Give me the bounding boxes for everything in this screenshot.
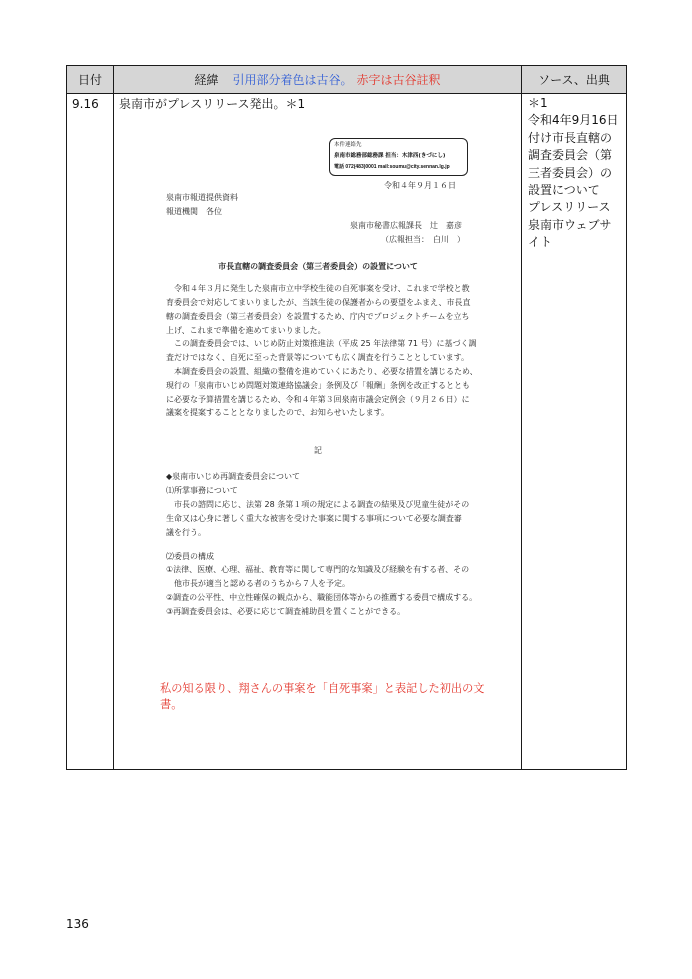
header-narrative	[114, 66, 521, 93]
press-ki-mark: 記	[314, 446, 322, 455]
table-border-top	[66, 65, 627, 66]
press-members-line: ③再調査委員会は、必要に応じて調査補助員を置くことができる。	[166, 607, 406, 616]
header-source-label: ソース、出典	[538, 72, 610, 87]
annotation-line: 私の知る限り、翔さんの事案を「自死事案」と表記した初出の文	[160, 682, 485, 695]
source-text	[528, 95, 619, 252]
press-pr-contact: （広報担当： 白川 ）	[381, 235, 465, 244]
header-date-label: 日付	[77, 72, 102, 87]
contact-phone-mail: 電話 072(483)0001 mail:soumu@city.sennan.lg.jp	[334, 164, 450, 170]
contact-heading: 本件連絡先	[334, 142, 362, 148]
table-border-bottom	[66, 769, 627, 770]
press-body-line: 現行の「泉南市いじめ問題対策連絡協議会」条例及び「報酬」条例を改正するととも	[166, 381, 470, 390]
press-body-line: 令和４年３月に発生した泉南市立中学校生徒の自死事案を受け、これまで学校と教	[174, 284, 470, 293]
press-title: 市長直轄の調査委員会（第三者委員会）の設置について	[218, 262, 418, 271]
column-divider-date	[113, 65, 114, 770]
entry-date: 9.16	[72, 97, 99, 111]
press-release-image	[114, 94, 521, 654]
author-annotation	[160, 681, 484, 713]
press-contact-box	[329, 138, 468, 176]
press-body-line: 轄の調査委員会（第三者委員会）を設置するため、庁内でプロジェクトチームを立ち	[166, 312, 470, 321]
press-body-line: 議案を提案することとなりましたので、お知らせいたします。	[166, 408, 389, 417]
press-section-heading: ◆泉南市いじめ再調査委員会について	[166, 472, 300, 481]
chronology-table	[66, 65, 627, 770]
entry-summary: 泉南市がプレスリリース発出。＊1	[119, 97, 306, 111]
header-date	[67, 66, 113, 93]
page-number: 136	[66, 917, 89, 931]
table-border-left	[66, 65, 67, 770]
press-duties-line: 生命又は心身に著しく重大な被害を受けた事案に関する事項について必要な調査審	[166, 514, 462, 523]
row-source-cell	[522, 94, 626, 769]
source-line: 三者委員会）の	[528, 165, 613, 180]
source-line: 令和4年9月16日	[528, 113, 619, 128]
source-line: ＊1	[528, 96, 548, 110]
source-line: 調査委員会（第	[528, 148, 613, 163]
row-narrative-cell	[114, 94, 521, 769]
header-quote-color-note: 引用部分着色は古谷。	[232, 72, 353, 87]
header-divider	[66, 93, 627, 94]
source-line: 泉南市ウェブサ	[528, 217, 612, 232]
press-body-line: 本調査委員会の設置、組織の整備を進めていくにあたり、必要な措置を講じるため、	[174, 367, 478, 376]
press-addressee: 報道機関 各位	[166, 207, 222, 216]
press-members-line: ①法律、医療、心理、福祉、教育等に関して専門的な知識及び経験を有する者、その	[166, 565, 470, 574]
press-body-line: 上げ、これまで準備を進めてまいりました。	[166, 326, 326, 335]
table-border-right	[626, 65, 627, 770]
press-document-type: 泉南市報道提供資料	[166, 193, 238, 202]
press-body-line: 査だけではなく、自死に至った背景等についても広く調査を行うこととしています。	[166, 353, 470, 362]
row-date-cell	[67, 94, 113, 769]
press-duties-line: 市長の諮問に応じ、法第 28 条第１項の規定による調査の結果及び児童生徒がその	[174, 500, 470, 509]
source-line: 設置について	[528, 183, 600, 198]
press-members-heading: ⑵委員の構成	[166, 552, 214, 561]
header-annotation-color-note: 赤字は古谷註釈	[356, 72, 441, 87]
column-divider-source	[521, 65, 522, 770]
header-source	[522, 66, 626, 93]
source-line: イト	[528, 235, 553, 250]
source-line: プレスリリース	[528, 200, 611, 215]
press-body-line: に必要な予算措置を講じるため、令和４年第３回泉南市議会定例会（９月２６日）に	[166, 395, 470, 404]
press-issue-date: 令和４年９月１６日	[384, 181, 456, 190]
press-body-line: この調査委員会では、いじめ防止対策推進法（平成 25 年法律第 71 号）に基づく調	[174, 339, 477, 348]
header-narrative-label: 経緯	[194, 72, 219, 87]
annotation-line: 書。	[160, 698, 183, 711]
press-duties-line: 議を行う。	[166, 528, 206, 537]
press-members-line: 他市長が適当と認める者のうちから７人を予定。	[174, 579, 350, 588]
press-duties-heading: ⑴所掌事務について	[166, 486, 238, 495]
press-body-line: 育委員会で対応してまいりましたが、当該生徒の保護者からの要望をふまえ、市長直	[166, 298, 471, 307]
press-sender: 泉南市秘書広報課長 辻 嘉彦	[350, 221, 462, 230]
source-line: 付け市長直轄の	[528, 130, 613, 145]
press-members-line: ②調査の公平性、中立性確保の観点から、職能団体等からの推薦する委員で構成する。	[166, 593, 478, 602]
contact-department: 泉南市総務部総務課 担当：木津西(きづにし)	[334, 153, 446, 159]
